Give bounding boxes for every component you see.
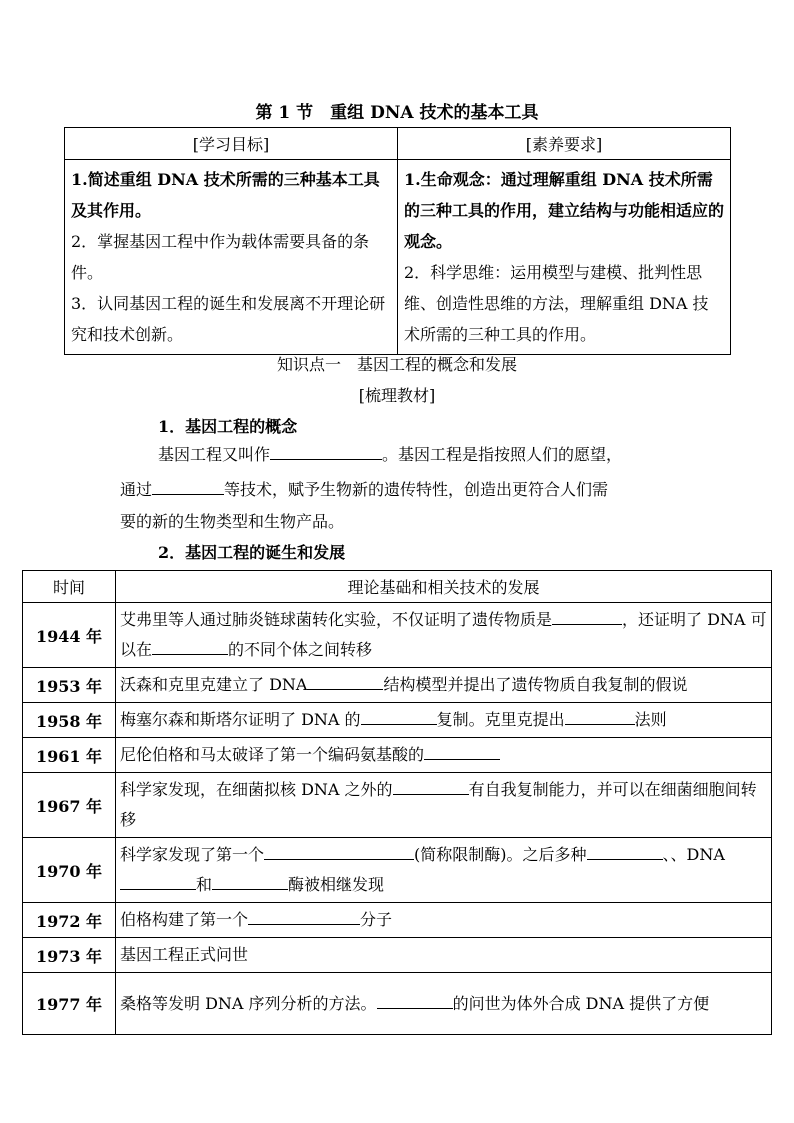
learning-objectives	[65, 160, 398, 355]
text: 沃森和克里克建立了 DNA	[120, 675, 308, 694]
year-cell: 1970 年	[23, 838, 116, 903]
history-header-content: 理论基础和相关技术的发展	[116, 571, 772, 603]
table-row	[23, 603, 772, 668]
table-row	[23, 903, 772, 938]
literacy-requirements	[398, 160, 731, 355]
text: 、DNA	[670, 845, 725, 864]
fill-blank[interactable]	[120, 873, 196, 890]
requirement-item: 2．科学思维：运用模型与建模、批判性思维、创造性思维的方法，理解重组 DNA 技术所需的三种工具的作用。	[404, 263, 709, 344]
fill-blank[interactable]	[307, 673, 383, 690]
fill-blank[interactable]	[152, 478, 224, 495]
content-cell	[116, 738, 772, 773]
year-cell: 1958 年	[23, 703, 116, 738]
fill-blank[interactable]	[212, 873, 288, 890]
history-header-year: 时间	[23, 571, 116, 603]
text: (简称限制酶)。之后多种	[414, 845, 587, 864]
content-cell	[116, 903, 772, 938]
fill-blank[interactable]	[565, 708, 635, 725]
fill-blank[interactable]	[587, 843, 663, 860]
fill-blank[interactable]	[552, 608, 622, 625]
text: 伯格构建了第一个	[120, 910, 249, 929]
fill-blank[interactable]	[264, 843, 414, 860]
text: 通过	[120, 480, 153, 499]
section-subtitle: [梳理教材]	[358, 386, 436, 405]
text: 结构模型并提出了遗传物质自我复制的假说	[383, 675, 688, 694]
text: 酶被相继发现	[288, 875, 385, 894]
text: 的不同个体之间转移	[228, 640, 373, 659]
objectives-table	[64, 127, 731, 355]
page-title: 第 1 节 重组 DNA 技术的基本工具	[255, 103, 539, 123]
table-row	[23, 938, 772, 973]
fill-blank[interactable]	[424, 743, 500, 760]
concept-line-2	[120, 474, 700, 506]
text: 等技术，赋予生物新的遗传特性，创造出更符合人们需	[224, 480, 609, 499]
text: 分子	[360, 910, 393, 929]
concept-line-3: 要的新的生物类型和生物产品。	[120, 512, 345, 531]
content-cell: 基因工程正式问世	[116, 938, 772, 973]
text: 梅塞尔森和斯塔尔证明了 DNA 的	[120, 710, 361, 729]
fill-blank[interactable]	[361, 708, 437, 725]
text: 桑格等发明 DNA 序列分析的方法。	[120, 993, 377, 1013]
text: 科学家发现了第一个	[120, 845, 265, 864]
content-cell	[116, 703, 772, 738]
objective-item: 2．掌握基因工程中作为载体需要具备的条件。	[71, 232, 370, 282]
year-cell: 1961 年	[23, 738, 116, 773]
year-cell: 1977 年	[23, 973, 116, 1035]
text: 尼伦伯格和马太破译了第一个编码氨基酸的	[120, 745, 425, 764]
text: ，还证明了 DNA 可以在	[120, 610, 767, 659]
objectives-header-right: [素养要求]	[398, 128, 731, 160]
table-row	[23, 738, 772, 773]
section-title: 知识点一 基因工程的概念和发展	[276, 355, 517, 374]
text: 复制。克里克提出	[436, 710, 565, 729]
text: 科学家发现，在细菌拟核 DNA 之外的	[120, 780, 393, 799]
year-cell: 1944 年	[23, 603, 116, 668]
text: 。基因工程是指按照人们的愿望，	[382, 445, 623, 464]
text: 的问世为体外合成 DNA 提供了方便	[452, 993, 710, 1013]
objective-item: 1.简述重组 DNA 技术所需的三种基本工具及其作用。	[71, 170, 380, 220]
objectives-header-left: [学习目标]	[65, 128, 398, 160]
requirement-item: 1.生命观念：通过理解重组 DNA 技术所需的三种工具的作用，建立结构与功能相适应的观念。	[404, 170, 725, 251]
table-row	[23, 838, 772, 903]
heading-history: 2．基因工程的诞生和发展	[158, 543, 346, 562]
table-row	[23, 973, 772, 1035]
text: 法则	[634, 710, 667, 729]
content-cell	[116, 973, 772, 1035]
content-cell: 科学家发现了第一个 (简称限制酶)。之后多种 、、DNA和 酶被相继发现	[116, 838, 772, 903]
fill-blank[interactable]	[248, 908, 360, 925]
content-cell	[116, 668, 772, 703]
year-cell: 1967 年	[23, 773, 116, 838]
table-row	[23, 773, 772, 838]
concept-line-1	[158, 442, 622, 465]
fill-blank[interactable]	[152, 638, 228, 655]
year-cell: 1972 年	[23, 903, 116, 938]
table-row	[23, 703, 772, 738]
history-table	[22, 570, 772, 1035]
year-cell: 1953 年	[23, 668, 116, 703]
content-cell	[116, 603, 772, 668]
fill-blank[interactable]	[270, 443, 382, 460]
fill-blank[interactable]	[377, 992, 453, 1009]
heading-concept: 1．基因工程的概念	[158, 417, 298, 436]
text: 和	[196, 875, 213, 894]
text: 有自我复制能力，并可以在细菌细胞间转移	[120, 780, 757, 829]
table-row	[23, 668, 772, 703]
text: 艾弗里等人通过肺炎链球菌转化实验，不仅证明了遗传物质是	[120, 610, 553, 629]
year-cell: 1973 年	[23, 938, 116, 973]
objective-item: 3．认同基因工程的诞生和发展离不开理论研究和技术创新。	[71, 294, 386, 344]
content-cell	[116, 773, 772, 838]
fill-blank[interactable]	[393, 778, 469, 795]
text: 基因工程又叫作	[158, 445, 271, 464]
